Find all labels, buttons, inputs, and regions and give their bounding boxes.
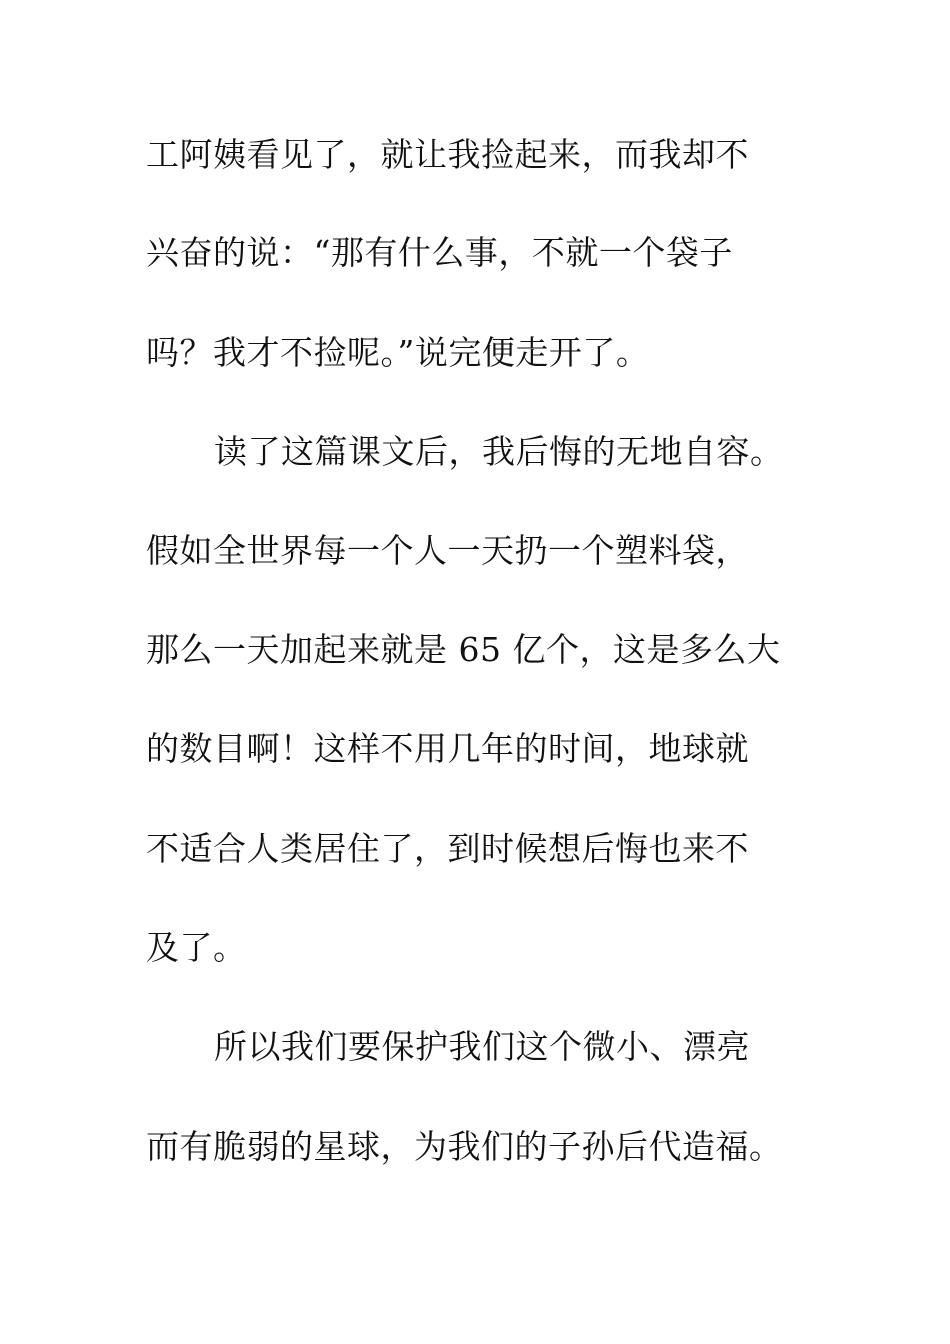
text-line: 那么一天加起来就是 65 亿个，这是多么大 — [146, 630, 781, 669]
text-line: 工阿姨看见了，就让我捡起来，而我却不 — [146, 135, 749, 174]
text-line: 不适合人类居住了，到时候想后悔也来不 — [146, 829, 749, 868]
text-line: 及了。 — [146, 928, 247, 967]
text-line: 而有脆弱的星球，为我们的子孙后代造福。 — [146, 1127, 783, 1166]
paragraph-start-line: 所以我们要保护我们这个微小、漂亮 — [214, 1027, 750, 1066]
paragraph-start-line: 读了这篇课文后，我后悔的无地自容。 — [214, 432, 784, 471]
text-line: 的数目啊！这样不用几年的时间，地球就 — [146, 729, 749, 768]
text-line: 兴奋的说：“那有什么事，不就一个袋子 — [146, 233, 733, 272]
text-line: 假如全世界每一个人一天扔一个塑料袋， — [146, 531, 749, 570]
text-line: 吗？我才不捡呢。”说完便走开了。 — [146, 333, 650, 372]
